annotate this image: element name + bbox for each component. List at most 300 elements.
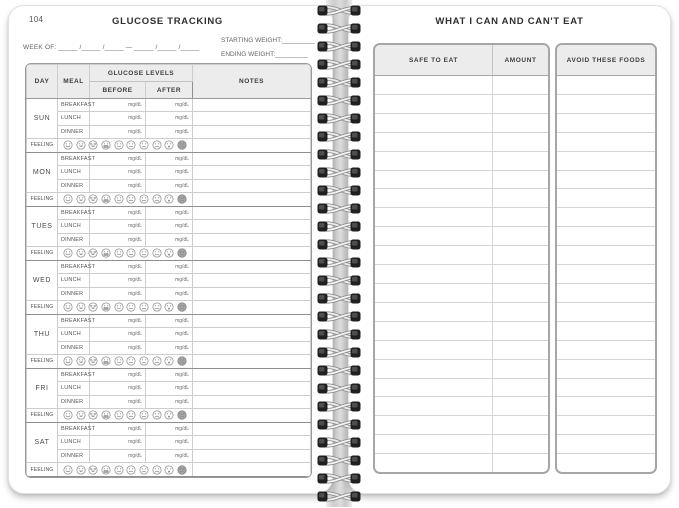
blank-row <box>557 227 655 246</box>
before-value-cell: mg/dL <box>90 449 146 462</box>
blank-row <box>557 189 655 208</box>
slightly-smiling-face-icon <box>114 302 124 312</box>
food-cell <box>375 133 493 151</box>
blank-row <box>557 208 655 227</box>
notes-cell <box>193 260 311 273</box>
before-value-cell: mg/dL <box>90 341 146 354</box>
laughing-face-icon <box>88 302 98 312</box>
before-value-cell: mg/dL <box>90 166 146 179</box>
amount-header: AMOUNT <box>504 56 537 64</box>
meal-label: DINNER <box>58 341 90 354</box>
sad-face-icon <box>152 356 162 366</box>
food-cell <box>375 416 493 434</box>
food-cell <box>375 95 493 113</box>
sick-face-icon <box>177 302 187 312</box>
binding-loop <box>317 184 361 197</box>
safe-to-eat-rows <box>375 76 548 472</box>
feeling-scale <box>58 246 193 260</box>
food-cell <box>375 227 493 245</box>
smiling-face-icon <box>63 356 73 366</box>
blank-row <box>557 133 655 152</box>
before-value-cell: mg/dL <box>90 152 146 165</box>
grinning-face-icon <box>76 410 86 420</box>
smiling-face-icon <box>63 140 73 150</box>
food-cell <box>375 435 493 453</box>
slightly-frowning-face-icon <box>139 410 149 420</box>
binding-loop <box>317 40 361 53</box>
smiling-face-icon <box>63 248 73 258</box>
after-value-cell: mg/dL <box>146 125 193 138</box>
notes-cell <box>193 463 311 477</box>
starting-weight-line <box>221 37 315 44</box>
blank-row <box>375 303 548 322</box>
after-value-cell: mg/dL <box>146 220 193 233</box>
blank-row <box>375 284 548 303</box>
binding-loop <box>317 4 361 17</box>
amount-cell <box>493 379 548 397</box>
neutral-face-icon <box>126 140 136 150</box>
before-column-header: BEFORE <box>90 82 146 99</box>
binding-loop <box>317 58 361 71</box>
notes-cell <box>193 436 311 449</box>
blank-row <box>557 379 655 398</box>
laughing-face-icon <box>88 248 98 258</box>
grinning-face-icon <box>76 465 86 475</box>
food-cell <box>375 322 493 340</box>
meal-label: BREAKFAST <box>58 260 90 273</box>
laughing-face-icon <box>88 140 98 150</box>
binding-loop <box>317 346 361 359</box>
week-of-blank-field: _____ /_____ /_____ — _____ /_____ /_____ <box>58 44 200 51</box>
after-value-cell: mg/dL <box>146 166 193 179</box>
slightly-smiling-face-icon <box>114 465 124 475</box>
crying-face-icon <box>164 194 174 204</box>
amount-cell <box>493 454 548 472</box>
crying-face-icon <box>164 356 174 366</box>
before-value-cell: mg/dL <box>90 220 146 233</box>
avoid-foods-header: AVOID THESE FOODS <box>566 56 646 64</box>
food-cell <box>375 189 493 207</box>
after-value-cell: mg/dL <box>146 328 193 341</box>
feeling-label: FEELING <box>27 354 58 368</box>
after-value-cell: mg/dL <box>146 314 193 327</box>
binding-loop <box>317 364 361 377</box>
meal-label: DINNER <box>58 287 90 300</box>
binding-loop <box>317 472 361 485</box>
food-cell <box>375 284 493 302</box>
amount-cell <box>493 416 548 434</box>
food-cell <box>375 114 493 132</box>
neutral-face-icon <box>126 356 136 366</box>
after-value-cell: mg/dL <box>146 260 193 273</box>
binding-loop <box>317 274 361 287</box>
binding-loop <box>317 382 361 395</box>
binding-loop <box>317 418 361 431</box>
after-value-cell: mg/dL <box>146 274 193 287</box>
binding-loop <box>317 454 361 467</box>
blank-row <box>375 114 548 133</box>
binding-loop <box>317 94 361 107</box>
safe-to-eat-table <box>373 43 550 474</box>
after-column-header: AFTER <box>146 82 193 99</box>
sad-face-icon <box>152 140 162 150</box>
sick-face-icon <box>177 248 187 258</box>
sick-face-icon <box>177 410 187 420</box>
before-value-cell: mg/dL <box>90 395 146 408</box>
meal-label: LUNCH <box>58 382 90 395</box>
day-label: MON <box>27 152 58 192</box>
grinning-face-icon <box>76 356 86 366</box>
slightly-frowning-face-icon <box>139 140 149 150</box>
page-title: WHAT I CAN AND CAN'T EAT <box>435 16 584 27</box>
blank-row <box>375 133 548 152</box>
feeling-label: FEELING <box>27 138 58 152</box>
meal-label: BREAKFAST <box>58 368 90 381</box>
meal-label: LUNCH <box>58 220 90 233</box>
notes-cell <box>193 408 311 422</box>
blank-row <box>375 341 548 360</box>
meal-label: LUNCH <box>58 436 90 449</box>
binding-loop <box>317 310 361 323</box>
blank-row <box>557 341 655 360</box>
meal-label: BREAKFAST <box>58 99 90 112</box>
blank-row <box>557 152 655 171</box>
notes-cell <box>193 328 311 341</box>
before-value-cell: mg/dL <box>90 233 146 246</box>
blank-row <box>375 246 548 265</box>
blank-row <box>375 379 548 398</box>
notes-cell <box>193 314 311 327</box>
glucose-levels-header: GLUCOSE LEVELS <box>90 65 193 82</box>
notes-cell <box>193 395 311 408</box>
binding-loop <box>317 328 361 341</box>
slightly-frowning-face-icon <box>139 194 149 204</box>
meal-label: DINNER <box>58 395 90 408</box>
meal-label: LUNCH <box>58 274 90 287</box>
amount-cell <box>493 397 548 415</box>
page-number: 104 <box>29 15 44 24</box>
food-cell <box>375 171 493 189</box>
meal-label: BREAKFAST <box>58 314 90 327</box>
food-cell <box>375 265 493 283</box>
blank-row <box>375 227 548 246</box>
blank-row <box>557 454 655 472</box>
week-of-label: WEEK OF: <box>23 44 57 51</box>
blank-row <box>375 435 548 454</box>
ending-weight-label: ENDING WEIGHT: <box>221 51 276 58</box>
slightly-frowning-face-icon <box>139 356 149 366</box>
blank-row <box>557 76 655 95</box>
notes-cell <box>193 422 311 435</box>
feeling-scale <box>58 408 193 422</box>
after-value-cell: mg/dL <box>146 179 193 192</box>
blank-row <box>557 303 655 322</box>
after-value-cell: mg/dL <box>146 112 193 125</box>
after-value-cell: mg/dL <box>146 436 193 449</box>
amount-cell <box>493 435 548 453</box>
blank-row <box>557 360 655 379</box>
binding-loop <box>317 238 361 251</box>
blank-row <box>557 322 655 341</box>
blank-row <box>375 208 548 227</box>
binding-loop <box>317 166 361 179</box>
slightly-smiling-face-icon <box>114 410 124 420</box>
before-value-cell: mg/dL <box>90 179 146 192</box>
feeling-label: FEELING <box>27 192 58 206</box>
blank-row <box>375 189 548 208</box>
meal-label: BREAKFAST <box>58 152 90 165</box>
before-value-cell: mg/dL <box>90 206 146 219</box>
before-value-cell: mg/dL <box>90 436 146 449</box>
crying-face-icon <box>164 302 174 312</box>
binding-loop <box>317 400 361 413</box>
blank-row <box>557 416 655 435</box>
safe-table-header-row <box>375 45 548 76</box>
left-page <box>8 5 333 494</box>
sad-face-icon <box>152 248 162 258</box>
beaming-face-icon <box>101 140 111 150</box>
feeling-scale <box>58 138 193 152</box>
binding-loop <box>317 490 361 503</box>
food-cell <box>375 454 493 472</box>
blank-row <box>375 171 548 190</box>
avoid-table-header-row <box>557 45 655 76</box>
blank-row <box>375 95 548 114</box>
starting-weight-label: STARTING WEIGHT: <box>221 37 283 44</box>
before-value-cell: mg/dL <box>90 112 146 125</box>
starting-weight-blank-field: _________ <box>282 37 315 44</box>
binding-loop <box>317 220 361 233</box>
blank-row <box>557 95 655 114</box>
before-value-cell: mg/dL <box>90 287 146 300</box>
notes-cell <box>193 125 311 138</box>
notes-column-header: NOTES <box>193 65 311 99</box>
ending-weight-blank-field: _________ <box>275 51 308 58</box>
amount-cell <box>493 322 548 340</box>
day-label: SAT <box>27 422 58 462</box>
food-cell <box>375 397 493 415</box>
neutral-face-icon <box>126 248 136 258</box>
binding-loop <box>317 202 361 215</box>
food-cell <box>375 246 493 264</box>
amount-cell <box>493 189 548 207</box>
crying-face-icon <box>164 140 174 150</box>
beaming-face-icon <box>101 248 111 258</box>
sad-face-icon <box>152 194 162 204</box>
after-value-cell: mg/dL <box>146 449 193 462</box>
amount-cell <box>493 76 548 94</box>
meal-label: LUNCH <box>58 328 90 341</box>
laughing-face-icon <box>88 194 98 204</box>
blank-row <box>375 454 548 472</box>
notes-cell <box>193 382 311 395</box>
amount-cell <box>493 284 548 302</box>
blank-row <box>557 284 655 303</box>
day-label: THU <box>27 314 58 354</box>
glucose-table <box>25 63 312 478</box>
amount-cell <box>493 265 548 283</box>
notes-cell <box>193 166 311 179</box>
notes-cell <box>193 300 311 314</box>
notes-cell <box>193 152 311 165</box>
meal-label: DINNER <box>58 233 90 246</box>
notes-cell <box>193 246 311 260</box>
notes-cell <box>193 274 311 287</box>
binding-loop <box>317 76 361 89</box>
feeling-scale <box>58 463 193 477</box>
amount-cell <box>493 133 548 151</box>
meal-label: LUNCH <box>58 112 90 125</box>
notes-cell <box>193 192 311 206</box>
binding-loop <box>317 256 361 269</box>
amount-cell <box>493 246 548 264</box>
sick-face-icon <box>177 140 187 150</box>
blank-row <box>375 152 548 171</box>
sad-face-icon <box>152 465 162 475</box>
amount-cell <box>493 341 548 359</box>
slightly-smiling-face-icon <box>114 248 124 258</box>
slightly-frowning-face-icon <box>139 302 149 312</box>
day-label: SUN <box>27 99 58 139</box>
blank-row <box>375 416 548 435</box>
food-cell <box>375 303 493 321</box>
blank-row <box>557 435 655 454</box>
food-cell <box>375 341 493 359</box>
after-value-cell: mg/dL <box>146 341 193 354</box>
amount-cell <box>493 95 548 113</box>
before-value-cell: mg/dL <box>90 260 146 273</box>
sick-face-icon <box>177 465 187 475</box>
after-value-cell: mg/dL <box>146 382 193 395</box>
day-label: TUES <box>27 206 58 246</box>
meal-label: DINNER <box>58 449 90 462</box>
blank-row <box>375 322 548 341</box>
amount-cell <box>493 208 548 226</box>
notes-cell <box>193 220 311 233</box>
binding-loop <box>317 148 361 161</box>
meal-label: DINNER <box>58 125 90 138</box>
food-cell <box>375 379 493 397</box>
after-value-cell: mg/dL <box>146 422 193 435</box>
neutral-face-icon <box>126 194 136 204</box>
after-value-cell: mg/dL <box>146 368 193 381</box>
binding-loop <box>317 292 361 305</box>
beaming-face-icon <box>101 302 111 312</box>
neutral-face-icon <box>126 302 136 312</box>
sad-face-icon <box>152 302 162 312</box>
feeling-label: FEELING <box>27 300 58 314</box>
feeling-scale <box>58 192 193 206</box>
day-label: WED <box>27 260 58 300</box>
amount-cell <box>493 303 548 321</box>
before-value-cell: mg/dL <box>90 328 146 341</box>
blank-row <box>375 397 548 416</box>
neutral-face-icon <box>126 410 136 420</box>
blank-row <box>557 246 655 265</box>
notes-cell <box>193 206 311 219</box>
amount-cell <box>493 114 548 132</box>
grinning-face-icon <box>76 194 86 204</box>
sad-face-icon <box>152 410 162 420</box>
day-column-header: DAY <box>27 65 58 99</box>
safe-to-eat-header: SAFE TO EAT <box>375 45 493 75</box>
notes-cell <box>193 368 311 381</box>
blank-row <box>557 171 655 190</box>
blank-row <box>557 397 655 416</box>
notes-cell <box>193 99 311 112</box>
binding-loop <box>317 436 361 449</box>
notes-cell <box>193 287 311 300</box>
before-value-cell: mg/dL <box>90 422 146 435</box>
notes-cell <box>193 138 311 152</box>
notes-cell <box>193 354 311 368</box>
page-title: GLUCOSE TRACKING <box>112 16 223 27</box>
avoid-foods-table <box>555 43 657 474</box>
laughing-face-icon <box>88 356 98 366</box>
feeling-scale <box>58 300 193 314</box>
after-value-cell: mg/dL <box>146 287 193 300</box>
notes-cell <box>193 233 311 246</box>
after-value-cell: mg/dL <box>146 99 193 112</box>
notes-cell <box>193 112 311 125</box>
meal-column-header: MEAL <box>58 65 90 99</box>
food-cell <box>375 152 493 170</box>
binding-loop <box>317 112 361 125</box>
meal-label: BREAKFAST <box>58 206 90 219</box>
after-value-cell: mg/dL <box>146 206 193 219</box>
blank-row <box>375 76 548 95</box>
binding-loop <box>317 130 361 143</box>
day-label: FRI <box>27 368 58 408</box>
blank-row <box>557 114 655 133</box>
smiling-face-icon <box>63 302 73 312</box>
sick-face-icon <box>177 194 187 204</box>
food-cell <box>375 208 493 226</box>
before-value-cell: mg/dL <box>90 382 146 395</box>
grinning-face-icon <box>76 248 86 258</box>
feeling-label: FEELING <box>27 463 58 477</box>
slightly-smiling-face-icon <box>114 356 124 366</box>
ending-weight-line <box>221 51 308 58</box>
beaming-face-icon <box>101 194 111 204</box>
feeling-label: FEELING <box>27 408 58 422</box>
slightly-smiling-face-icon <box>114 140 124 150</box>
after-value-cell: mg/dL <box>146 152 193 165</box>
notes-cell <box>193 449 311 462</box>
before-value-cell: mg/dL <box>90 99 146 112</box>
blank-row <box>557 265 655 284</box>
amount-cell <box>493 227 548 245</box>
amount-cell <box>493 360 548 378</box>
neutral-face-icon <box>126 465 136 475</box>
crying-face-icon <box>164 465 174 475</box>
feeling-scale <box>58 354 193 368</box>
before-value-cell: mg/dL <box>90 368 146 381</box>
beaming-face-icon <box>101 356 111 366</box>
after-value-cell: mg/dL <box>146 233 193 246</box>
blank-row <box>375 360 548 379</box>
blank-row <box>375 265 548 284</box>
smiling-face-icon <box>63 194 73 204</box>
laughing-face-icon <box>88 410 98 420</box>
slightly-smiling-face-icon <box>114 194 124 204</box>
avoid-foods-rows <box>557 76 655 472</box>
right-page <box>348 5 671 494</box>
notes-cell <box>193 179 311 192</box>
smiling-face-icon <box>63 410 73 420</box>
after-value-cell: mg/dL <box>146 395 193 408</box>
slightly-frowning-face-icon <box>139 465 149 475</box>
